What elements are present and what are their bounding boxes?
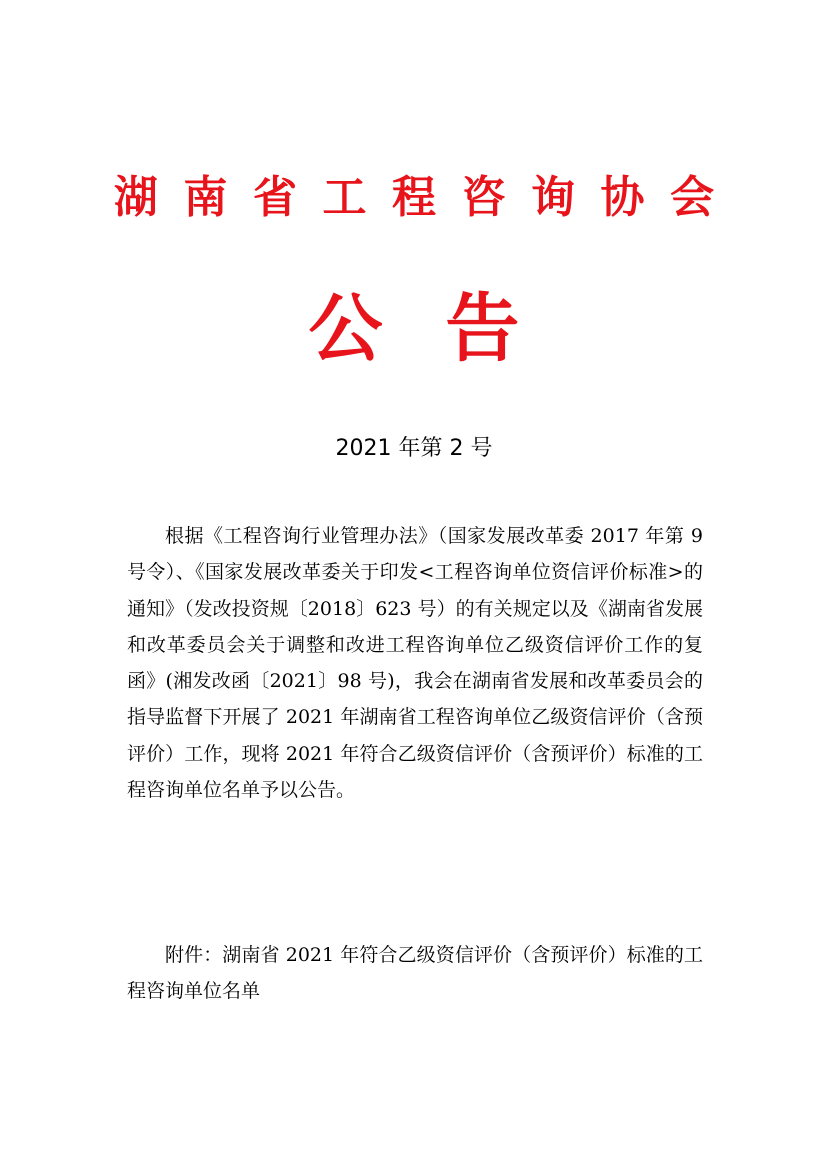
document-type-heading: 公告 (308, 286, 583, 372)
document-number: 2021 年第 2 号 (335, 436, 493, 461)
organization-title: 湖南省工程咨询协会 (113, 172, 740, 223)
announcement-body-paragraph: 根据《工程咨询行业管理办法》（国家发展改革委 2017 年第 9 号令）、《国家发展改革委关于印发<工程咨询单位资信评价标准>的通知》（发改投资规〔2018〕623 号）的有关规定以及《湖南省发展和改革委员会关于调整和改进工程咨询单位乙级资信评价工作的复函》(湘发改函〔2021〕98 号)，我会在湖南省发展和改革委员会的指导监督下开展了 2021 年湖南省工程咨询单位乙级资信评价（含预评价）工作，现将 2021 年符合乙级资信评价（含预评价）标准的工程咨询单位名单予以公告。 (127, 525, 703, 802)
attachment-note: 附件：湖南省 2021 年符合乙级资信评价（含预评价）标准的工程咨询单位名单 (127, 944, 703, 1002)
